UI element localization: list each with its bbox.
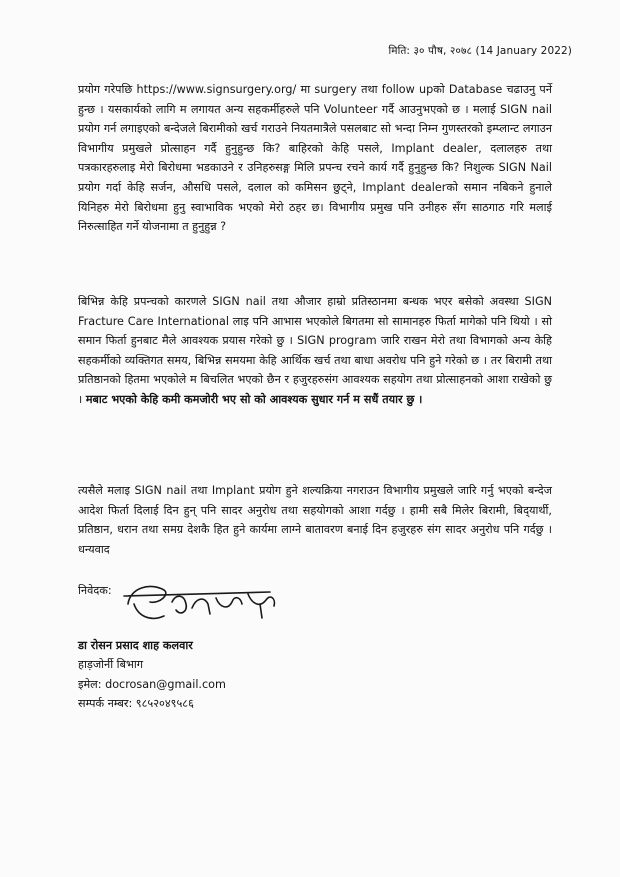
sender-phone: सम्पर्क नम्बर: ९८५२०४९५८६	[78, 697, 194, 711]
letter-date: मिति: ३० पौष, २०७८ (14 January 2022)	[388, 45, 572, 57]
sender-department: हाड़जोर्नी बिभाग	[78, 658, 144, 672]
signature-label: निवेदक:	[78, 584, 112, 597]
sender-block	[78, 636, 226, 714]
paragraph-text: प्रयोग गरेपछि https://www.signsurgery.org/ मा surgery तथा follow upको Database चढाउनु पर्ने हुन्छ । यसकार्यको लागि म लगायत अन्य सहकर्मीहरुले पनि Volunteer गर्दै आउनुभएको छ । मलाई SIGN nail प्रयोग गर्न लगाइएको बन्देजले बिरामीको खर्च गराउने नियतमात्रैले पसलबाट सो भन्दा निम्न गुणस्तरको इम्प्लान्ट लगाउन विभागीय प्रमुखले प्रोत्साहन गर्दै हुनुहुन्छ कि? बाहिरको केहि पसले, Implant dealer, दलालहरु तथा पत्रकारहरुलाइ मेरो बिरोधमा भडकाउने र उनिहरुसङ्ग मिलि प्रपन्च रचने कार्य गर्दै हुनुहुन्छ कि? निशुल्क SIGN Nail प्रयोग गर्दा केहि सर्जन, औसधि पसले, दलाल को कमिसन छुट्ने, Implant dealerको समान नबिकने हुनाले यिनिहरु मेरो बिरोधमा हुनु स्वाभाविक भएको मेरो ठहर छ। विभागीय प्रमुख पनि उनीहरु सँग साठगाठ गरि मलाई निरुत्साहित गर्ने योजनामा त हुनुहुन्न ?	[78, 83, 552, 234]
handwritten-signature	[120, 574, 290, 630]
sender-name: डा रोसन प्रसाद शाह कलवार	[78, 639, 193, 652]
sender-email: इमेल: docrosan@gmail.com	[78, 677, 226, 691]
letter-paragraph-2	[78, 292, 552, 410]
paragraph-text: त्यसैले मलाइ SIGN nail तथा Implant प्रयोग हुने शल्यक्रिया नगराउन विभागीय प्रमुखले जारि गर्नु भएको बन्देज आदेश फिर्ता दिलाई दिन हुन् पनि सादर अनुरोध तथा सहयोगको आशा गर्दछु । हामी सबै मिलेर बिरामी, बिद्‍यार्थी, प्रतिष्ठान, धरान तथा समग्र देशकै हित हुने कार्यमा लाग्ने बातावरण बनाई दिन हजुरहरु संग सादर अनुरोध पनि गर्दछु । धन्यवाद	[78, 484, 552, 556]
paragraph-text-regular: बिभिन्न केहि प्रपन्चको कारणले SIGN nail तथा औजार हाम्रो प्रतिस्ठानमा बन्धक भएर बसेको अवस्था SIGN Fracture Care International लाइ पनि आभास भएकोले बिगतमा सो सामानहरु फिर्ता मागेको पनि थियो । सो समान फिर्ता हुनबाट मैले आवश्यक प्रयास गरेको छु । SIGN program जारि राखन मेरो तथा विभागको अन्य केहि सहकर्मीको व्यक्तिगत समय, बिभिन्न समयमा केहि आर्थिक खर्च तथा बाधा अवरोध पनि हुने गरेको छ । तर बिरामी तथा प्रतिष्ठानको हितमा भएकोले म बिचलित भएको छैन र हजुरहरुसंग आवश्यक सहयोग तथा प्रोत्साहनको आशा राखेको छु ।	[78, 295, 552, 406]
paragraph-text	[78, 292, 552, 410]
letter-paragraph-1	[78, 80, 552, 237]
letter-paragraph-3	[78, 481, 552, 559]
paragraph-text-bold: मबाट भएको केहि कमी कमजोरी भए सो को आवश्यक सुधार गर्न म सधैं तयार छु ।	[85, 392, 423, 406]
